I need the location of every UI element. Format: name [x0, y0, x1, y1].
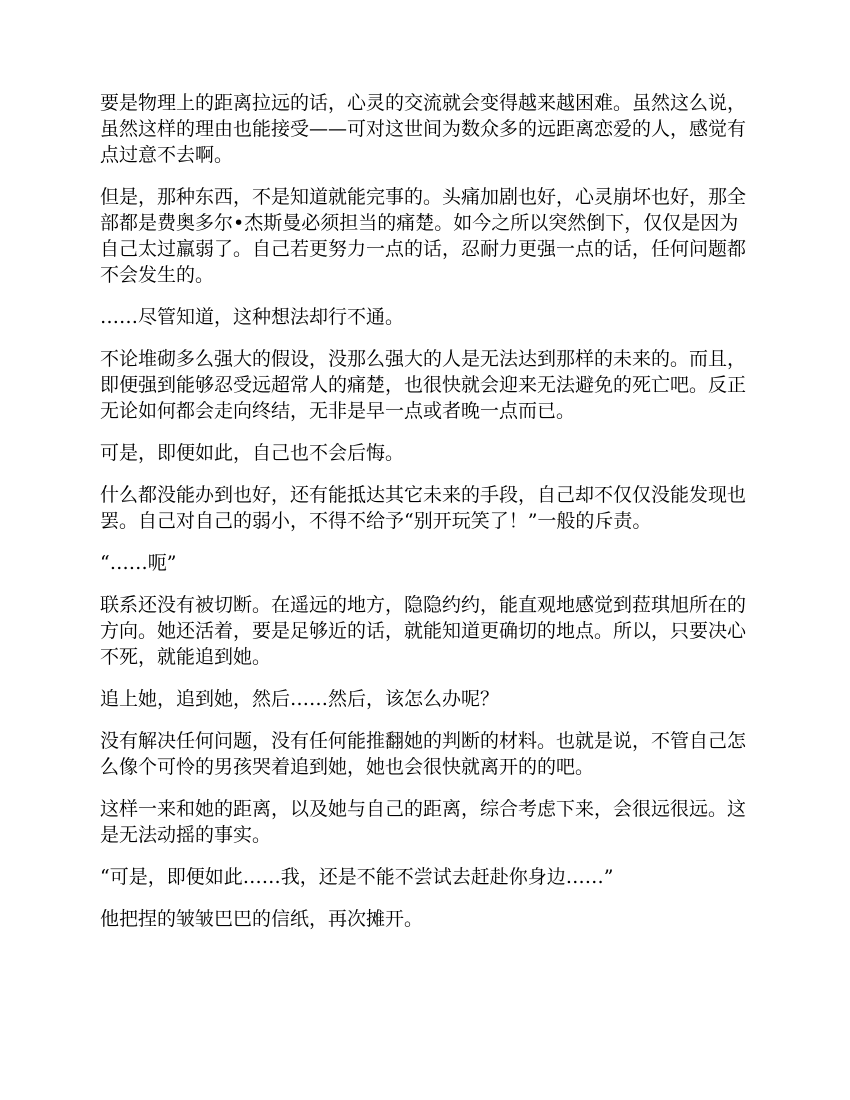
paragraph-6: 什么都没能办到也好，还有能抵达其它未来的手段，自己却不仅仅没能发现也罢。自己对自己的弱小，不得不给予“别开玩笑了！”一般的斥责。: [100, 484, 747, 532]
paragraph-9: 追上她，追到她，然后……然后，该怎么办呢？: [100, 688, 500, 710]
paragraph-8: 联系还没有被切断。在遥远的地方，隐隐约约，能直观地感觉到菈琪旭所在的方向。她还活着，要是足够近的话，就能知道更确切的地点。所以，只要决心不死，就能追到她。: [100, 594, 747, 668]
paragraph-5: 可是，即便如此，自己也不会后悔。: [100, 442, 405, 464]
document-body: [100, 90, 750, 948]
paragraph-11: 这样一来和她的距离，以及她与自己的距离，综合考虑下来，会很远很远。这是无法动摇的事实。: [100, 798, 747, 846]
paragraph-4: 不论堆砌多么强大的假设，没那么强大的人是无法达到那样的未来的。而且，即便强到能够忍受远超常人的痛楚，也很快就会迎来无法避免的死亡吧。反正无论如何都会走向终结，无非是早一点或者晚一点而已。: [100, 348, 747, 422]
paragraph-3: ……尽管知道，这种想法却行不通。: [100, 306, 405, 328]
paragraph-10: 没有解决任何问题，没有任何能推翻她的判断的材料。也就是说，不管自己怎么像个可怜的男孩哭着追到她，她也会很快就离开的的吧。: [100, 730, 747, 778]
paragraph-2: 但是，那种东西，不是知道就能完事的。头痛加剧也好，心灵崩坏也好，那全部都是费奥多尔•杰斯曼必须担当的痛楚。如今之所以突然倒下，仅仅是因为自己太过羸弱了。自己若更努力一点的话，忍耐力更强一点的话，任何问题都不会发生的。: [100, 186, 747, 286]
paragraph-1: 要是物理上的距离拉远的话，心灵的交流就会变得越来越困难。虽然这么说，虽然这样的理由也能接受——可对这世间为数众多的远距离恋爱的人，感觉有点过意不去啊。: [100, 92, 747, 166]
paragraph-7: “……呃”: [100, 552, 177, 574]
paragraph-12: “可是，即便如此……我，还是不能不尝试去赶赴你身边……”: [100, 866, 614, 888]
paragraph-13: 他把捏的皱皱巴巴的信纸，再次摊开。: [100, 908, 424, 930]
